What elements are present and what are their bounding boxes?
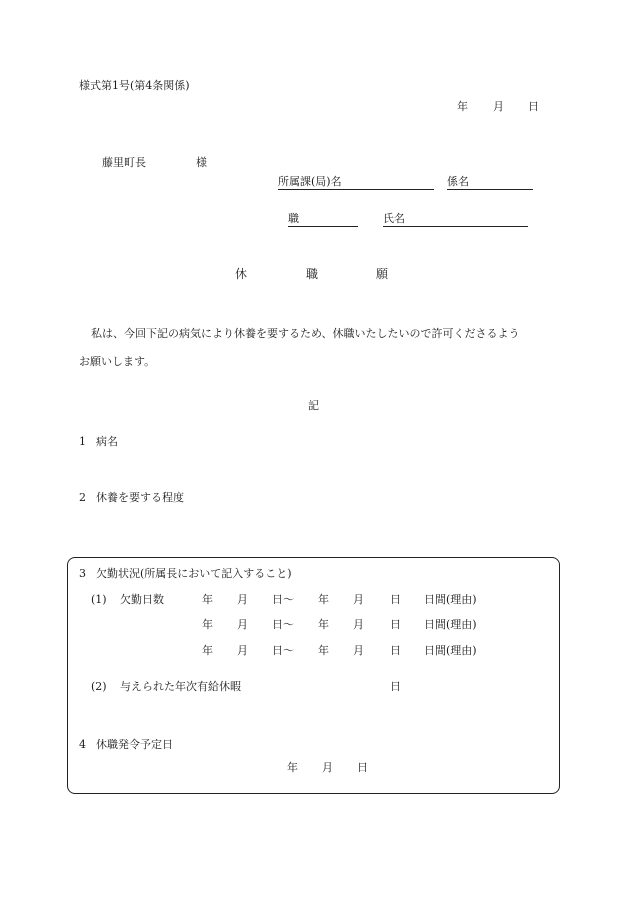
date-month-label: 月 (493, 100, 504, 113)
item4-month: 月 (322, 761, 333, 774)
row3-to-day: 日 (390, 644, 401, 657)
row3-days-reason: 日間(理由) (424, 644, 477, 657)
item2-label: 休養を要する程度 (96, 491, 184, 504)
row1-days-reason: 日間(理由) (424, 593, 477, 606)
row2-from-month: 月 (237, 618, 248, 631)
item1-number: 1 (79, 435, 86, 448)
row3-from-year: 年 (202, 644, 213, 657)
row2-from-year: 年 (202, 618, 213, 631)
addressee-honorific: 様 (196, 156, 207, 169)
item4-year: 年 (287, 761, 298, 774)
body-line-1: 私は、今回下記の病気により休養を要するため、休職いたしたいので許可くださるよう (91, 327, 520, 340)
date-year-label: 年 (457, 100, 468, 113)
row3-from-day: 日〜 (272, 644, 294, 657)
body-line-2: お願いします。 (79, 355, 156, 368)
item3-number: 3 (79, 567, 86, 580)
item2-number: 2 (79, 491, 86, 504)
row3-to-month: 月 (353, 644, 364, 657)
row2-from-day: 日〜 (272, 618, 294, 631)
name-field[interactable] (383, 213, 528, 227)
row1-to-month: 月 (353, 593, 364, 606)
position-field[interactable] (288, 213, 358, 227)
department-label: 所属課(局)名 (278, 175, 342, 188)
row1-to-year: 年 (318, 593, 329, 606)
sub1-label: 欠勤日数 (120, 593, 164, 606)
section-field[interactable] (447, 176, 533, 190)
addressee-name: 藤里町長 (102, 156, 146, 169)
name-label: 氏名 (383, 212, 405, 225)
row1-from-month: 月 (237, 593, 248, 606)
row3-to-year: 年 (318, 644, 329, 657)
row2-to-day: 日 (390, 618, 401, 631)
department-field[interactable] (278, 176, 434, 190)
form-number: 様式第1号(第4条関係) (79, 79, 190, 92)
row2-days-reason: 日間(理由) (424, 618, 477, 631)
row1-from-day: 日〜 (272, 593, 294, 606)
date-day-label: 日 (528, 100, 539, 113)
sub2-label: 与えられた年次有給休暇 (120, 680, 241, 693)
item4-number: 4 (79, 738, 86, 751)
ki-heading: 記 (308, 399, 319, 412)
row2-to-month: 月 (353, 618, 364, 631)
row1-to-day: 日 (390, 593, 401, 606)
sub2-number: (2) (91, 680, 107, 693)
row1-from-year: 年 (202, 593, 213, 606)
section-label: 係名 (447, 175, 469, 188)
item3-label: 欠勤状況(所属長において記入すること) (96, 567, 292, 580)
row3-from-month: 月 (237, 644, 248, 657)
item4-label: 休職発令予定日 (96, 738, 173, 751)
row2-to-year: 年 (318, 618, 329, 631)
title-char-3: 願 (376, 267, 389, 281)
position-label: 職 (288, 212, 299, 225)
item1-label: 病名 (96, 435, 118, 448)
sub2-unit: 日 (390, 680, 401, 693)
title-char-2: 職 (306, 267, 319, 281)
item4-day: 日 (357, 761, 368, 774)
sub1-number: (1) (91, 593, 107, 606)
title-char-1: 休 (235, 267, 248, 281)
